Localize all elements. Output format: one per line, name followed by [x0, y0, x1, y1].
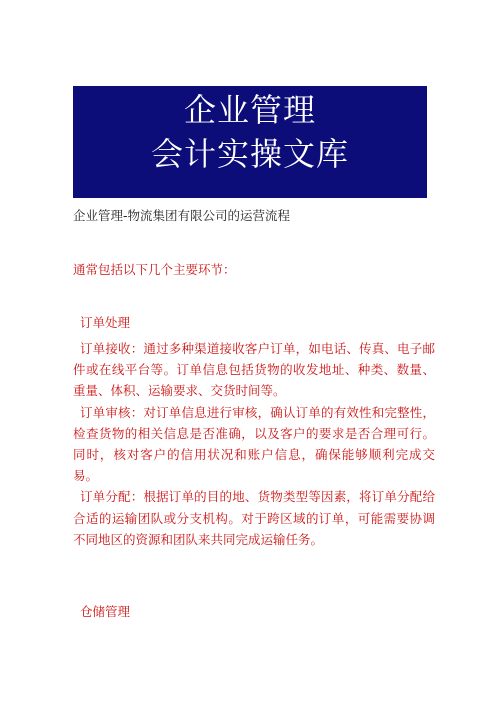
document-title: 企业管理-物流集团有限公司的运营流程	[73, 208, 291, 223]
header-banner	[73, 86, 427, 198]
paragraph-order-receipt: 订单接收：通过多种渠道接收客户订单，如电话、传真、电子邮件或在线平台等。订单信息包括货物的收发地址、种类、数量、重量、体积、运输要求、交货时间等。	[73, 341, 435, 399]
banner-title-line-2: 会计实操文库	[150, 135, 349, 173]
paragraph-order-allocation: 订单分配：根据订单的目的地、货物类型等因素，将订单分配给合适的运输团队或分支机构。对于跨区域的订单，可能需要协调不同地区的资源和团队来共同完成运输任务。	[73, 489, 435, 547]
intro-text: 通常包括以下几个主要环节：	[73, 262, 236, 277]
banner-title-line-1: 企业管理	[183, 91, 316, 129]
section-heading-order-processing: 订单处理	[80, 315, 131, 330]
order-processing-content	[73, 338, 435, 550]
paragraph-order-review: 订单审核：对订单信息进行审核，确认订单的有效性和完整性，检查货物的相关信息是否准确，以及客户的要求是否合理可行。同时，核对客户的信用状况和账户信息，确保能够顺利完成交易。	[73, 404, 435, 484]
section-heading-warehouse-management: 仓储管理	[80, 604, 131, 619]
